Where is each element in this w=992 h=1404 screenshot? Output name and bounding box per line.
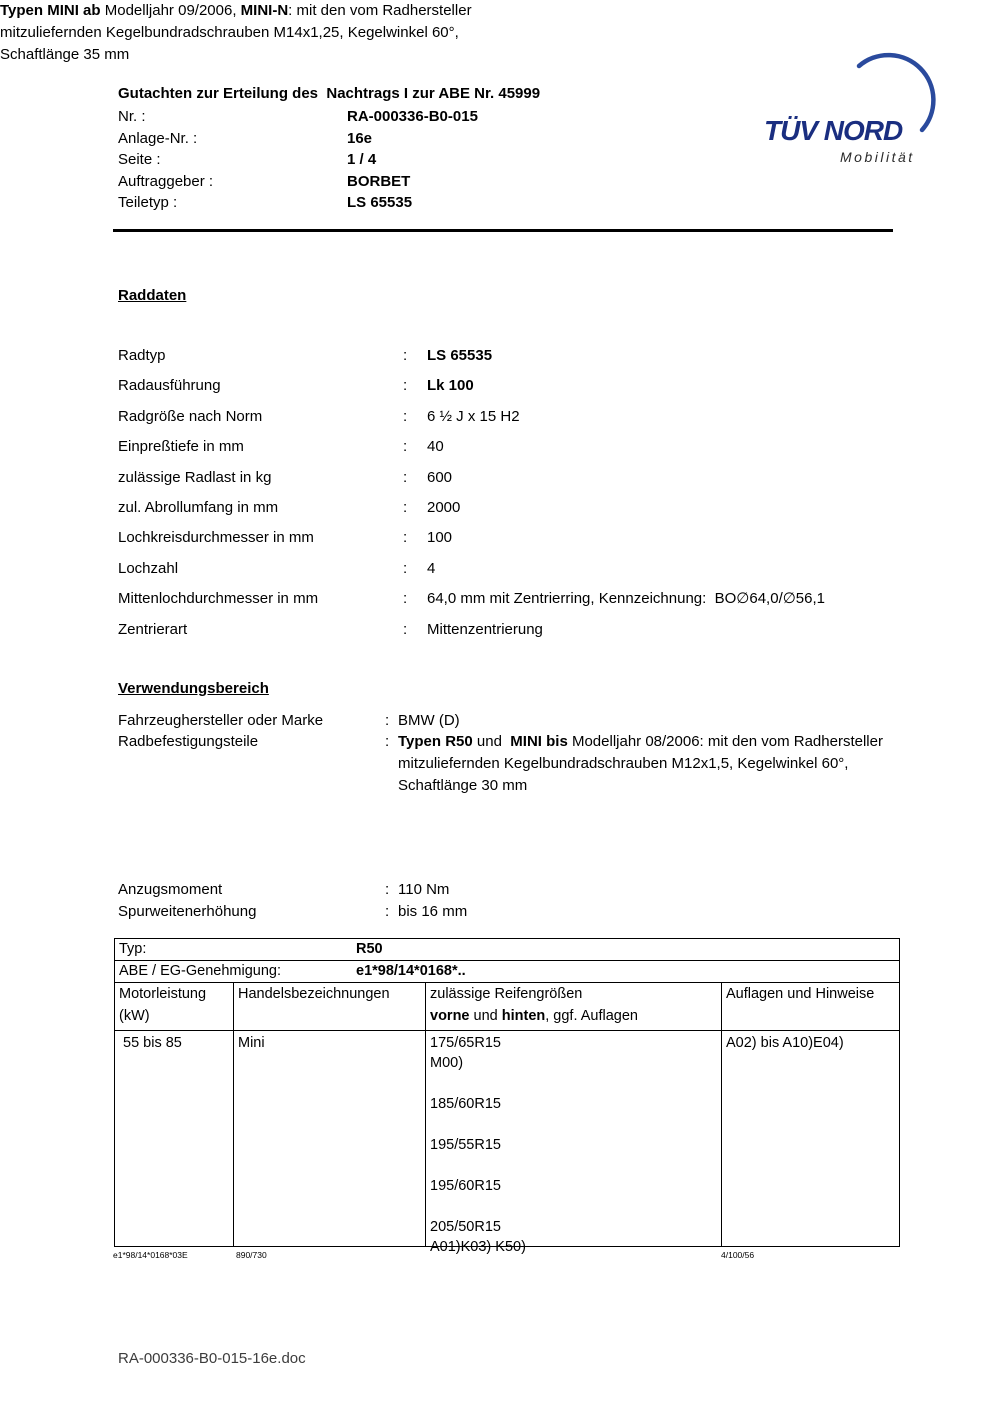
header-value: 1 / 4 — [347, 151, 377, 169]
tuev-nord-logo — [752, 52, 962, 177]
raddaten-row — [118, 615, 825, 645]
table-header-row — [115, 983, 899, 1031]
hersteller-label: Fahrzeughersteller oder Marke — [118, 712, 324, 729]
header-line — [430, 1006, 717, 1028]
header-row-anlage — [118, 128, 540, 150]
tire-size-line: 195/55R15 — [430, 1136, 501, 1153]
document-header — [118, 82, 540, 214]
tire-size-line — [430, 1074, 717, 1094]
header-label: Teiletyp : — [118, 194, 178, 212]
raddaten-label: Mittenlochdurchmesser in mm — [118, 590, 319, 608]
spurweite-value: bis 16 mm — [398, 903, 468, 920]
header-line: (kW) — [119, 1007, 150, 1024]
header-divider — [113, 229, 893, 232]
raddaten-value: 64,0 mm mit Zentrierring, Kennzeichnung: BO∅64,0/∅56,1 — [427, 590, 825, 608]
header-row-nr — [118, 106, 540, 128]
raddaten-value: LS 65535 — [427, 347, 493, 364]
raddaten-row — [118, 523, 825, 553]
raddaten-value: 6 ½ J x 15 H2 — [427, 407, 520, 425]
colon-separator: : — [385, 903, 390, 920]
hersteller-row — [118, 710, 460, 732]
anzugsmoment-label: Anzugsmoment — [118, 881, 223, 898]
colon-separator: : — [403, 620, 408, 638]
hersteller-value: BMW (D) — [398, 712, 460, 729]
text-segment: Modelljahr 09/2006, — [100, 2, 241, 19]
typ-value: R50 — [356, 941, 383, 957]
header-value: RA-000336-B0-015 — [347, 108, 478, 125]
raddaten-row — [118, 463, 825, 493]
header-line: Motorleistung — [119, 986, 207, 1002]
raddaten-row — [118, 402, 825, 432]
tire-size-line — [430, 1155, 717, 1175]
typ-label: Typ: — [119, 941, 147, 957]
raddaten-heading: Raddaten — [118, 287, 187, 304]
logo-tagline-text: Mobilität — [840, 149, 915, 165]
footnote-e-number: e1*98/14*0168*03E — [113, 1250, 188, 1260]
raddaten-label: zulässige Radlast in kg — [118, 468, 272, 486]
col-header-motorleistung — [115, 983, 234, 1030]
tire-size-line — [430, 1115, 717, 1135]
raddaten-label: Radausführung — [118, 377, 221, 395]
raddaten-row — [118, 432, 825, 462]
colon-separator: : — [403, 468, 408, 486]
header-row-seite — [118, 149, 540, 171]
header-label: Auftraggeber : — [118, 172, 214, 190]
tire-size-line: 175/65R15 — [430, 1035, 501, 1051]
raddaten-row — [118, 341, 825, 371]
raddaten-value: 4 — [427, 559, 436, 577]
footnote-mid-code: 890/730 — [236, 1250, 267, 1260]
header-row-auftraggeber — [118, 171, 540, 193]
header-value: 16e — [347, 129, 373, 147]
colon-separator: : — [385, 733, 390, 750]
table-abe-row — [115, 961, 899, 983]
colon-separator: : — [403, 407, 408, 425]
raddaten-row — [118, 493, 825, 523]
bold-type-segment: Typen R50 — [398, 733, 473, 750]
raddaten-row — [118, 554, 825, 584]
tire-size-line — [430, 1196, 717, 1216]
raddaten-value: 40 — [427, 438, 444, 456]
header-label: Nr. : — [118, 108, 146, 125]
raddaten-value: Mittenzentrierung — [427, 620, 543, 638]
raddaten-label: zul. Abrollumfang in mm — [118, 498, 279, 516]
header-row-teiletyp — [118, 192, 540, 214]
radbefestigung-row — [118, 731, 886, 796]
verwendungsbereich-heading: Verwendungsbereich — [118, 680, 269, 697]
raddaten-section — [118, 341, 825, 645]
bold-segment: hinten — [501, 1007, 546, 1024]
colon-separator: : — [403, 347, 408, 364]
cell-reifengroessen — [426, 1031, 722, 1255]
text-segment: und — [469, 1007, 502, 1024]
colon-separator: : — [385, 712, 390, 729]
cell-handelsbezeichnung: Mini — [234, 1031, 426, 1246]
header-value: BORBET — [347, 172, 411, 190]
raddaten-value: 2000 — [427, 498, 461, 516]
abe-value: e1*98/14*0168*.. — [356, 963, 466, 979]
header-line: zulässige Reifengrößen — [430, 986, 583, 1002]
tire-size-line: 195/60R15 — [430, 1177, 501, 1194]
text-segment: , ggf. Auflagen — [545, 1007, 638, 1024]
colon-separator: : — [403, 498, 408, 516]
text-segment: : mit den vom Radhersteller mitzuliefernden Kegelbundradschrauben M14x1,25, Kegelwinkel 60°, Schaftlänge 35 mm — [0, 2, 472, 63]
tire-size-line: M00) — [430, 1055, 464, 1072]
raddaten-label: Einpreßtiefe in mm — [118, 438, 244, 456]
bold-type-segment: MINI-N — [240, 2, 289, 19]
raddaten-label: Lochzahl — [118, 559, 179, 577]
raddaten-row — [118, 371, 825, 401]
raddaten-label: Radtyp — [118, 347, 166, 364]
tire-size-line: 205/50R15 — [430, 1218, 501, 1235]
document-title: Gutachten zur Erteilung des Nachtrags I zur ABE Nr. 45999 — [118, 85, 541, 102]
anzugsmoment-row — [118, 879, 449, 901]
document-filename: RA-000336-B0-015-16e.doc — [118, 1350, 306, 1367]
colon-separator: : — [403, 438, 408, 456]
raddaten-value: 100 — [427, 529, 453, 547]
colon-separator: : — [403, 590, 408, 608]
col-header-auflagen: Auflagen und Hinweise — [726, 986, 875, 1002]
raddaten-label: Radgröße nach Norm — [118, 407, 263, 425]
spurweite-label: Spurweitenerhöhung — [118, 903, 257, 920]
tire-size-line: A01)K03) K50) — [430, 1238, 526, 1255]
col-header-reifengroessen — [426, 983, 722, 1030]
raddaten-value: 600 — [427, 468, 453, 486]
table-typ-row — [115, 939, 899, 961]
colon-separator: : — [385, 881, 390, 898]
col-header-handelsbezeichnungen: Handelsbezeichnungen — [234, 983, 426, 1030]
text-segment: und — [472, 733, 511, 750]
bold-type-segment: MINI bis — [510, 733, 568, 750]
cell-auflagen: A02) bis A10)E04) — [726, 1035, 844, 1051]
text-segment: Modelljahr 08/2006: mit den vom Radhersteller mitzuliefernden Kegelbundradschrauben M12x1,5, Kegelwinkel 60°, Schaftlänge 30 mm — [398, 733, 883, 794]
raddaten-value: Lk 100 — [427, 377, 474, 395]
anzugsmoment-value: 110 Nm — [398, 881, 450, 898]
raddaten-label: Zentrierart — [118, 620, 188, 638]
colon-separator: : — [403, 529, 408, 547]
raddaten-row — [118, 584, 825, 614]
raddaten-label: Lochkreisdurchmesser in mm — [118, 529, 314, 547]
radbefestigung-paragraph-1 — [398, 731, 886, 796]
tire-size-line: 185/60R15 — [430, 1096, 501, 1113]
abe-label: ABE / EG-Genehmigung: — [119, 963, 281, 979]
tuev-nord-logo-graphic — [752, 52, 962, 177]
radbefestigung-label: Radbefestigungsteile — [118, 733, 259, 750]
logo-brand-text: TÜV NORD — [764, 115, 903, 146]
spurweite-row — [118, 901, 467, 923]
header-label: Anlage-Nr. : — [118, 129, 198, 147]
cell-motorleistung: 55 bis 85 — [115, 1031, 234, 1246]
header-label: Seite : — [118, 151, 161, 169]
colon-separator: : — [403, 559, 408, 577]
colon-separator: : — [403, 377, 408, 395]
radbefestigung-paragraph-2 — [0, 0, 488, 65]
header-value: LS 65535 — [347, 194, 413, 212]
bold-type-segment: Typen MINI ab — [0, 2, 101, 19]
footnote-right-code: 4/100/56 — [721, 1250, 755, 1260]
bold-segment: vorne — [430, 1007, 470, 1024]
table-footnote-row — [112, 1250, 902, 1262]
